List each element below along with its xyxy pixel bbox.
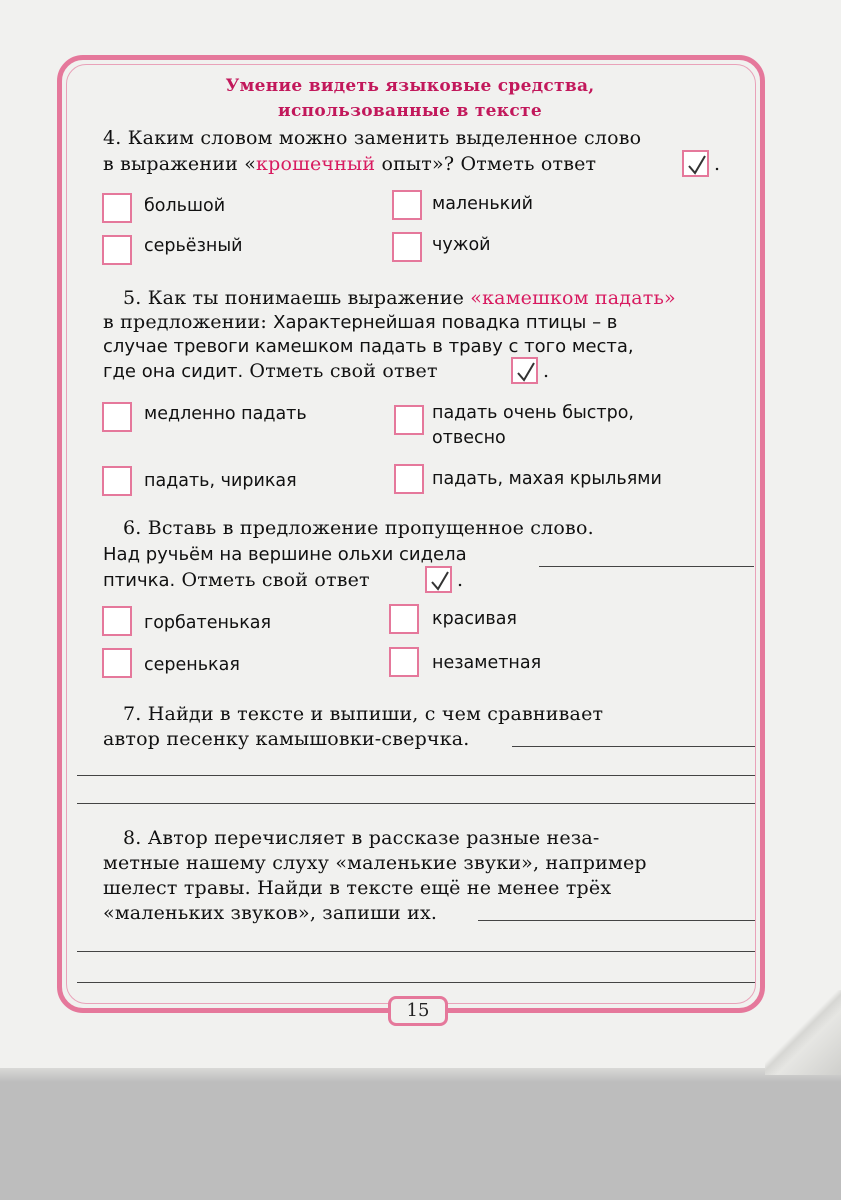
q5-option-label-2-line-2: отвесно: [432, 428, 506, 448]
q7-text-line-2: автор песенку камышовки-сверчка.: [103, 728, 470, 750]
q6-text-line-1: 6. Вставь в предложение пропущенное слово.: [123, 517, 594, 539]
q5-option-label-4: падать, махая крыльями: [432, 469, 662, 489]
page-corner-curl: [765, 990, 841, 1075]
q6-text-line-2: Над ручьём на вершине ольхи сидела: [103, 544, 467, 565]
q7-answer-line-2[interactable]: [77, 775, 755, 776]
section-heading-line-2: использованные в тексте: [278, 101, 542, 121]
q4-highlighted-word: крошечный: [256, 153, 376, 175]
q6-option-checkbox-4[interactable]: [389, 647, 419, 677]
checkmark-icon: [429, 570, 451, 592]
q8-answer-line-1[interactable]: [478, 920, 755, 921]
q6-option-label-2: красивая: [432, 609, 517, 629]
q8-text-line-3: шелест травы. Найди в тексте ещё не менее трёх: [103, 877, 612, 899]
q4-option-label-4: чужой: [432, 235, 491, 255]
q8-text-line-2: метные нашему слуху «маленькие звуки», например: [103, 852, 647, 874]
q4-period: .: [714, 153, 721, 175]
q5-option-label-1: медленно падать: [144, 404, 307, 424]
section-heading-line-1: Умение видеть языковые средства,: [225, 76, 595, 96]
q5-option-checkbox-2[interactable]: [394, 405, 424, 435]
q8-answer-line-3[interactable]: [77, 982, 755, 983]
q6-option-checkbox-1[interactable]: [102, 606, 132, 636]
q5-text-line-2: в предложении: Характернейшая повадка птицы – в: [103, 311, 618, 333]
q6-option-checkbox-3[interactable]: [102, 648, 132, 678]
q5-answer-mark-box: [511, 357, 538, 384]
q4-option-label-2: маленький: [432, 194, 533, 214]
q4-answer-mark-box: [682, 150, 709, 177]
q4-option-label-3: серьёзный: [144, 236, 243, 256]
q6-option-checkbox-2[interactable]: [389, 604, 419, 634]
q6-option-label-1: горбатенькая: [144, 613, 272, 633]
q5-option-checkbox-3[interactable]: [102, 466, 132, 496]
q8-text-line-1: 8. Автор перечисляет в рассказе разные неза-: [123, 827, 600, 849]
q5-text-line-4: где она сидит. Отметь свой ответ: [103, 360, 438, 382]
q4-option-checkbox-3[interactable]: [102, 235, 132, 265]
q6-blank-line: [539, 566, 754, 567]
q5-option-checkbox-1[interactable]: [102, 402, 132, 432]
page-shadow: [0, 1068, 841, 1082]
q5-option-label-2-line-1: падать очень быстро,: [432, 403, 634, 423]
q4-text-line-1: 4. Каким словом можно заменить выделенное слово: [103, 127, 642, 149]
q7-answer-line-3[interactable]: [77, 803, 755, 804]
q4-option-checkbox-1[interactable]: [102, 193, 132, 223]
q6-text-line-3: птичка. Отметь свой ответ: [103, 569, 370, 591]
q6-option-label-4: незаметная: [432, 653, 542, 673]
q5-text-line-1: 5. Как ты понимаешь выражение «камешком падать»: [123, 287, 676, 309]
checkmark-icon: [686, 154, 708, 176]
q4-option-checkbox-2[interactable]: [392, 190, 422, 220]
q4-option-label-1: большой: [144, 196, 226, 216]
q5-option-checkbox-4[interactable]: [394, 464, 424, 494]
q5-option-label-3: падать, чирикая: [144, 471, 297, 491]
q6-period: .: [457, 569, 464, 591]
q4-text-line-2: в выражении «крошечный опыт»? Отметь ответ: [103, 153, 597, 175]
page-number: 15: [388, 996, 448, 1026]
q5-period: .: [543, 360, 550, 382]
q6-option-label-3: серенькая: [144, 655, 240, 675]
q7-answer-line-1[interactable]: [512, 746, 755, 747]
q8-answer-line-2[interactable]: [77, 951, 755, 952]
q5-text-line-3: случае тревоги камешком падать в траву с того места,: [103, 336, 634, 357]
q6-answer-mark-box: [425, 566, 452, 593]
q4-option-checkbox-4[interactable]: [392, 232, 422, 262]
q7-text-line-1: 7. Найди в тексте и выпиши, с чем сравнивает: [123, 703, 604, 725]
checkmark-icon: [515, 361, 537, 383]
q8-text-line-4: «маленьких звуков», запиши их.: [103, 902, 438, 924]
q5-highlighted-phrase: «камешком падать»: [470, 287, 676, 309]
